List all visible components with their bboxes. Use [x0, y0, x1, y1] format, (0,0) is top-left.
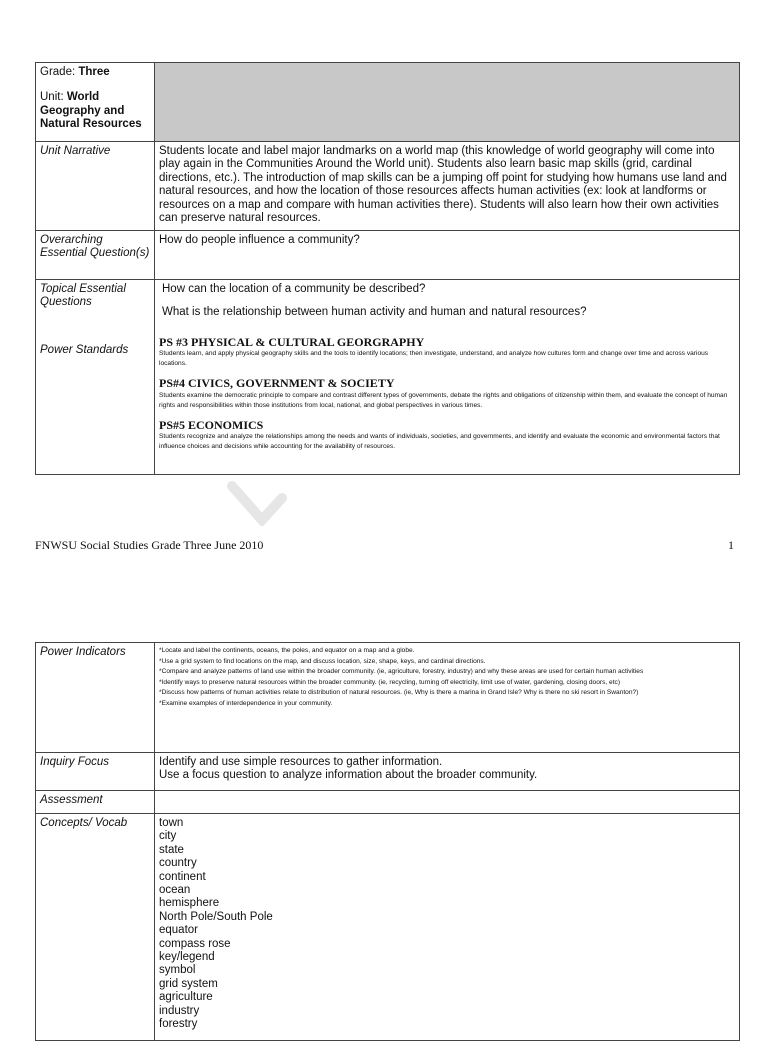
- vocab-item: industry: [159, 1004, 200, 1017]
- indicator-item: *Identify ways to preserve natural resources within the broader community. (ie, recycling, turning off electricity, limit use of water, gardening, closing doors, etc): [159, 678, 621, 686]
- vocab-item: equator: [159, 924, 199, 937]
- concepts-row: [36, 814, 740, 1041]
- unit-table-page-2: [35, 642, 740, 1041]
- topical-power-row: [36, 280, 740, 475]
- unit-narrative-row: [36, 142, 740, 231]
- ps5-text: Students recognize and analyze the relationships among the needs and wants of individuals, societies, and governments, and identify and evaluate the economic and environmental factors that influence choices and decisions while accounting for the availability of resources.: [159, 433, 720, 451]
- vocab-item: ocean: [159, 884, 191, 897]
- draft-watermark: [222, 456, 292, 526]
- ps3-title: PS #3 PHYSICAL & CULTURAL GEORGRAPHY: [159, 334, 425, 349]
- overarching-row: [36, 231, 740, 280]
- ps4-title: PS#4 CIVICS, GOVERNMENT & SOCIETY: [159, 376, 395, 391]
- inquiry-label: Inquiry Focus: [36, 753, 155, 791]
- vocab-item: forestry: [159, 1018, 198, 1031]
- inquiry-content: [155, 753, 740, 791]
- topical-power-content-cell: [155, 280, 740, 475]
- unit-label: Unit:: [40, 91, 67, 104]
- vocab-item: North Pole/South Pole: [159, 910, 273, 923]
- indicator-item: *Compare and analyze patterns of land use within the broader community. (ie, agriculture, forestry, industry) and why these areas are used for certain human activities: [159, 668, 644, 675]
- overarching-text: How do people influence a community?: [155, 231, 740, 280]
- topical-question-1: How can the location of a community be described?: [162, 283, 426, 295]
- grade-value: Three: [78, 66, 110, 78]
- unit-narrative-label: Unit Narrative: [36, 142, 155, 231]
- topical-power-label-cell: [36, 280, 155, 475]
- footer-text: FNWSU Social Studies Grade Three June 2010: [35, 538, 264, 552]
- vocab-list: [155, 814, 740, 1041]
- vocab-item: continent: [159, 870, 206, 883]
- topical-question-2: What is the relationship between human activity and human and natural resources?: [162, 306, 587, 319]
- vocab-item: key/legend: [159, 951, 215, 964]
- grade-unit-row: [36, 63, 740, 142]
- vocab-item: hemisphere: [159, 897, 220, 910]
- assessment-row: [36, 791, 740, 814]
- assessment-content: [155, 791, 740, 814]
- indicator-item: *Locate and label the continents, oceans, the poles, and equator on a map and a globe.: [159, 647, 415, 654]
- vocab-item: symbol: [159, 964, 196, 977]
- overarching-label: Overarching Essential Question(s): [36, 231, 155, 280]
- indicator-item: *Examine examples of interdependence in your community.: [159, 699, 333, 707]
- vocab-item: grid system: [159, 977, 218, 990]
- power-indicators-label: Power Indicators: [36, 643, 155, 753]
- vocab-item: town: [159, 817, 184, 829]
- inquiry-row: [36, 753, 740, 791]
- header-grey-cell: [155, 63, 740, 142]
- indicator-item: *Use a grid system to find locations on the map, and discuss location, size, shape, keys, and cardinal directions.: [159, 657, 486, 665]
- inquiry-line-2: Use a focus question to analyze information about the broader community.: [159, 769, 538, 782]
- ps5-title: PS#5 ECONOMICS: [159, 417, 264, 432]
- unit-narrative-text: Students locate and label major landmarks on a world map (this knowledge of world geography will come into play again in the Communities Around the World unit). Students also learn basic map skills (grid, cardinal directions, etc.). The introduction of map skills can be a jumping off point for studying how humans use land and natural resources, and how the location of those resources affects human activities (ex: look at landforms or resources on a map and compare with human activities there). Students will also learn how their own activities can preserve natural resources.: [155, 142, 740, 231]
- vocab-item: agriculture: [159, 991, 213, 1004]
- concepts-label: Concepts/ Vocab: [36, 814, 155, 1041]
- assessment-label: Assessment: [36, 791, 155, 814]
- vocab-item: state: [159, 843, 184, 856]
- power-indicators-row: [36, 643, 740, 753]
- vocab-item: country: [159, 857, 197, 870]
- ps4-text: Students examine the democratic principle to compare and contrast different types of governments, debate the rights and obligations of citizenship within them, and evaluate the concept of human rights and responsibilities within those institutions from local, national, and global perspectives in various times.: [159, 391, 728, 409]
- ps3-text: Students learn, and apply physical geography skills and the tools to identify locations; then investigate, understand, and analyze how cultures form and change over time and across various locations.: [159, 350, 709, 368]
- page-footer: [35, 538, 740, 553]
- page-number: 1: [728, 538, 734, 552]
- vocab-item: city: [159, 830, 177, 843]
- grade-label: Grade:: [40, 66, 79, 78]
- power-indicators-list: [155, 643, 740, 753]
- power-standards-label: Power Standards: [40, 343, 129, 356]
- topical-label: Topical Essential Questions: [40, 283, 126, 309]
- vocab-item: compass rose: [159, 937, 231, 950]
- inquiry-line-1: Identify and use simple resources to gather information.: [159, 756, 443, 768]
- grade-unit-cell: [36, 63, 155, 142]
- unit-value: World Geography and Natural Resources: [40, 91, 142, 131]
- indicator-item: *Discuss how patterns of human activities relate to distribution of natural resources. (ie, Why is there a marina in Grand Isle? Why is there no ski resort in Swanton?): [159, 689, 639, 696]
- unit-table-page-1: [35, 62, 740, 475]
